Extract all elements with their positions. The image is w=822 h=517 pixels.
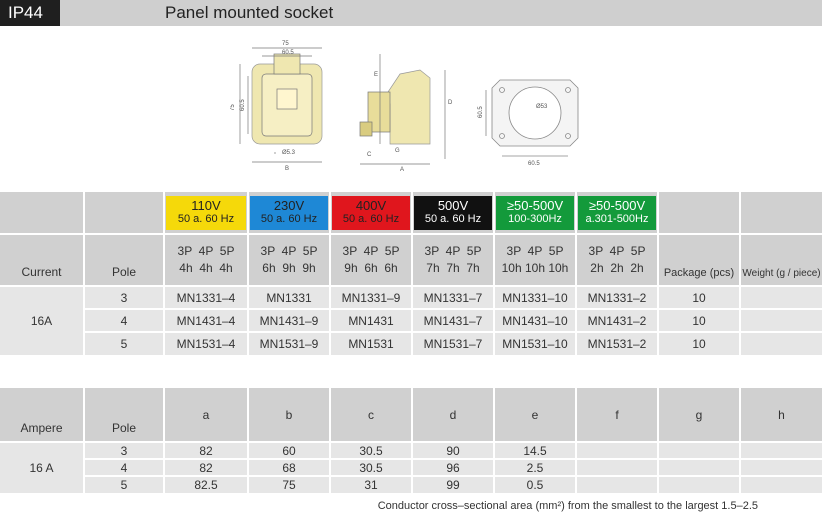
pole-header: Pole (84, 388, 164, 442)
voltage-230v: 230V 50 a. 60 Hz (248, 192, 330, 234)
pole-value: 3 (84, 286, 164, 309)
ampere-header: Ampere (20, 421, 63, 435)
svg-text:A: A (400, 167, 405, 173)
ampere-value: 16 A (0, 442, 84, 493)
package-value: 10 (658, 332, 740, 355)
dim-value: 0.5 (494, 476, 576, 493)
dim-value: 90 (412, 442, 494, 459)
table-row (0, 476, 822, 493)
footnote: Conductor cross–sectional area (mm²) from the smallest to the largest 1.5–2.5 (377, 500, 758, 512)
article-code: MN1531–9 (248, 332, 330, 355)
dim-value: 68 (248, 459, 330, 476)
dim-value: 99 (412, 476, 494, 493)
dim-value (740, 476, 822, 493)
svg-text:B: B (285, 166, 290, 172)
svg-text:60.5: 60.5 (528, 161, 540, 167)
voltage-400v: 400V 50 a. 60 Hz (330, 192, 412, 234)
voltage-110v: 110V 50 a. 60 Hz (164, 192, 248, 234)
svg-text:60.5: 60.5 (282, 50, 294, 56)
dim-value (658, 476, 740, 493)
pack-header: 3P 4P 5P 10h 10h 10h (494, 234, 576, 286)
side-view-drawing (360, 54, 453, 173)
voltage-header-row (0, 192, 822, 234)
article-code: MN1431–4 (164, 309, 248, 332)
svg-text:Ø53: Ø53 (536, 104, 548, 110)
front-view-drawing (230, 41, 322, 172)
svg-text:Ø5.3: Ø5.3 (282, 150, 296, 156)
svg-text:60.5: 60.5 (478, 106, 484, 118)
dim-value: 2.5 (494, 459, 576, 476)
pack-header: 3P 4P 5P 7h 7h 7h (412, 234, 494, 286)
article-code: MN1331–2 (576, 286, 658, 309)
package-header: Package (pcs) (658, 234, 740, 286)
pack-header: 3P 4P 5P 2h 2h 2h (576, 234, 658, 286)
dim-value: 82.5 (164, 476, 248, 493)
pack-header: 3P 4P 5P 6h 9h 9h (248, 234, 330, 286)
technical-drawings (230, 34, 600, 184)
pack-header: 3P 4P 5P 9h 6h 6h (330, 234, 412, 286)
dim-header-e: e (494, 388, 576, 442)
dim-header-a: a (164, 388, 248, 442)
dim-header-f: f (576, 388, 658, 442)
svg-text:75: 75 (282, 41, 289, 47)
article-code: MN1531–10 (494, 332, 576, 355)
table-row (0, 442, 822, 459)
dim-value: 96 (412, 459, 494, 476)
article-code: MN1331–7 (412, 286, 494, 309)
ip-badge: IP44 (0, 0, 60, 26)
article-code: MN1431–10 (494, 309, 576, 332)
ordering-table (0, 192, 822, 355)
article-code: MN1431 (330, 309, 412, 332)
article-code: MN1531 (330, 332, 412, 355)
weight-value (740, 332, 822, 355)
pole-header: Pole (84, 234, 164, 286)
table-row (0, 309, 822, 332)
voltage-50-500v-low: ≥50-500V 100-300Hz (494, 192, 576, 234)
current-header: Current (0, 234, 84, 286)
article-code: MN1431–9 (248, 309, 330, 332)
dim-header-c: c (330, 388, 412, 442)
article-code: MN1431–2 (576, 309, 658, 332)
weight-header: Weight (g / piece) (740, 234, 822, 286)
dim-value (658, 459, 740, 476)
article-code: MN1431–7 (412, 309, 494, 332)
article-code: MN1331 (248, 286, 330, 309)
dim-value (740, 442, 822, 459)
dim-value: 30.5 (330, 459, 412, 476)
column-header-row (0, 234, 822, 286)
weight-value (740, 286, 822, 309)
pole-value: 4 (84, 459, 164, 476)
dim-value (576, 476, 658, 493)
table-row (0, 286, 822, 309)
voltage-50-500v-high: ≥50-500V a.301-500Hz (576, 192, 658, 234)
dim-value: 82 (164, 459, 248, 476)
svg-text:G: G (395, 148, 400, 154)
panel-cutout-drawing (478, 80, 578, 167)
package-value: 10 (658, 286, 740, 309)
dimensions-table (0, 388, 822, 493)
weight-value (740, 309, 822, 332)
pack-header: 3P 4P 5P 4h 4h 4h (164, 234, 248, 286)
svg-text:D: D (448, 100, 453, 106)
svg-text:60.5: 60.5 (240, 99, 246, 111)
dim-value (658, 442, 740, 459)
article-code: MN1331–10 (494, 286, 576, 309)
pole-value: 5 (84, 476, 164, 493)
pole-value: 4 (84, 309, 164, 332)
pole-value: 5 (84, 332, 164, 355)
package-value: 10 (658, 309, 740, 332)
article-code: MN1531–4 (164, 332, 248, 355)
voltage-500v: 500V 50 a. 60 Hz (412, 192, 494, 234)
current-value: 16A (0, 286, 84, 355)
article-code: MN1331–4 (164, 286, 248, 309)
dim-header-b: b (248, 388, 330, 442)
article-code: MN1531–2 (576, 332, 658, 355)
dim-value (576, 442, 658, 459)
dim-value: 60 (248, 442, 330, 459)
svg-text:75: 75 (230, 104, 236, 111)
table-row (0, 459, 822, 476)
dim-value (576, 459, 658, 476)
header-bar (0, 0, 822, 26)
dim-value: 75 (248, 476, 330, 493)
pole-value: 3 (84, 442, 164, 459)
dimensions-header-row (0, 388, 822, 442)
svg-text:C: C (367, 152, 372, 158)
dim-value: 14.5 (494, 442, 576, 459)
article-code: MN1531–7 (412, 332, 494, 355)
page-title: Panel mounted socket (165, 3, 334, 22)
dim-value: 31 (330, 476, 412, 493)
dim-header-d: d (412, 388, 494, 442)
dim-value: 30.5 (330, 442, 412, 459)
dim-value (740, 459, 822, 476)
svg-text:E: E (374, 72, 379, 78)
dim-header-g: g (658, 388, 740, 442)
table-row (0, 332, 822, 355)
dim-value: 82 (164, 442, 248, 459)
dim-header-h: h (740, 388, 822, 442)
article-code: MN1331–9 (330, 286, 412, 309)
